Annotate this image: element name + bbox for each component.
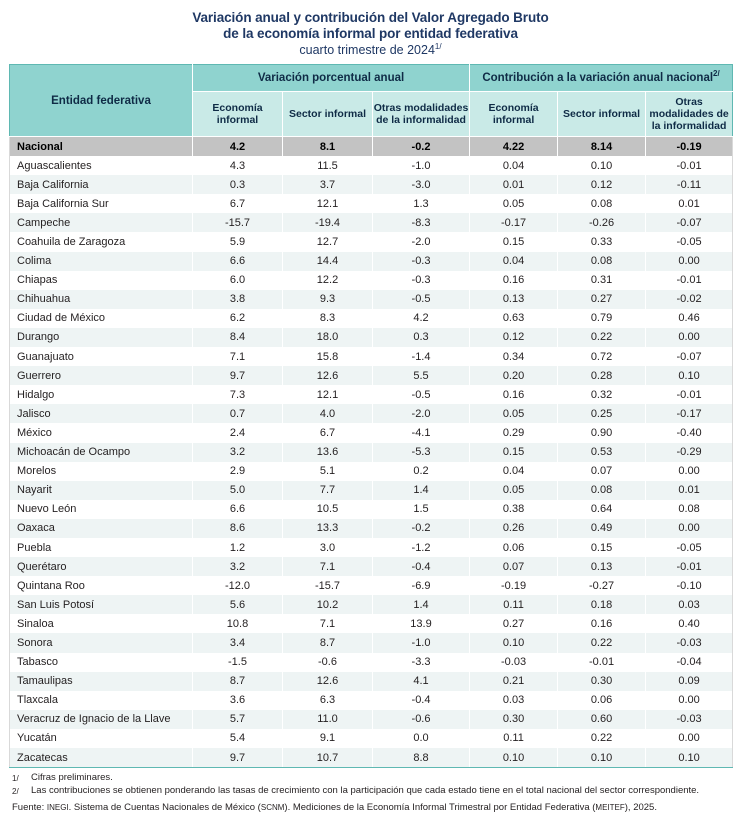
cell-var-informal-economy: 3.4	[193, 633, 283, 652]
cell-var-other-modalities: -0.3	[373, 271, 470, 290]
cell-var-other-modalities: -0.5	[373, 290, 470, 309]
cell-var-other-modalities: 8.8	[373, 748, 470, 768]
cell-var-informal-economy: 3.8	[193, 290, 283, 309]
cell-var-informal-sector: 14.4	[283, 252, 373, 271]
cell-contrib-informal-sector: 0.10	[558, 748, 646, 768]
cell-var-informal-sector: 12.1	[283, 385, 373, 404]
table-row	[10, 175, 733, 194]
table-row	[10, 232, 733, 251]
cell-var-informal-economy: 6.7	[193, 194, 283, 213]
cell-contrib-other-modalities: 0.00	[646, 462, 733, 481]
footnote-1-text: Cifras preliminares.	[31, 772, 113, 784]
cell-contrib-informal-economy: 0.04	[470, 252, 558, 271]
cell-var-informal-sector: 10.7	[283, 748, 373, 768]
cell-var-informal-economy: 1.2	[193, 538, 283, 557]
cell-contrib-informal-economy: -0.17	[470, 213, 558, 232]
cell-contrib-other-modalities: -0.01	[646, 271, 733, 290]
table-row	[10, 595, 733, 614]
cell-contrib-informal-sector: 0.13	[558, 557, 646, 576]
cell-var-informal-sector: 12.6	[283, 672, 373, 691]
table-row	[10, 404, 733, 423]
cell-var-other-modalities: 5.5	[373, 366, 470, 385]
table-row	[10, 252, 733, 271]
cell-var-informal-economy: 0.3	[193, 175, 283, 194]
cell-contrib-informal-economy: 4.22	[470, 137, 558, 157]
cell-contrib-informal-sector: 0.10	[558, 156, 646, 175]
cell-var-informal-sector: 3.7	[283, 175, 373, 194]
cell-var-informal-sector: 11.5	[283, 156, 373, 175]
page-title	[9, 10, 732, 58]
cell-entity: Chiapas	[10, 271, 193, 290]
cell-contrib-other-modalities: 0.08	[646, 500, 733, 519]
cell-var-informal-sector: 9.3	[283, 290, 373, 309]
cell-contrib-other-modalities: -0.01	[646, 557, 733, 576]
cell-entity: Baja California Sur	[10, 194, 193, 213]
cell-var-other-modalities: 1.4	[373, 595, 470, 614]
cell-var-other-modalities: -1.0	[373, 633, 470, 652]
subtitle-text: cuarto trimestre de 2024	[299, 43, 435, 57]
cell-var-other-modalities: 1.3	[373, 194, 470, 213]
cell-contrib-informal-economy: 0.05	[470, 404, 558, 423]
cell-var-informal-economy: 3.2	[193, 557, 283, 576]
table-row	[10, 653, 733, 672]
cell-var-informal-economy: 8.6	[193, 519, 283, 538]
cell-entity: Tlaxcala	[10, 691, 193, 710]
table-row	[10, 481, 733, 500]
cell-contrib-informal-sector: 0.06	[558, 691, 646, 710]
cell-contrib-informal-sector: 0.28	[558, 366, 646, 385]
cell-contrib-informal-sector: -0.26	[558, 213, 646, 232]
table-row	[10, 710, 733, 729]
cell-entity: Hidalgo	[10, 385, 193, 404]
cell-contrib-informal-economy: 0.15	[470, 443, 558, 462]
footnote-2-mark: 2/	[12, 787, 19, 797]
cell-var-informal-economy: 4.2	[193, 137, 283, 157]
cell-contrib-other-modalities: 0.10	[646, 366, 733, 385]
cell-contrib-other-modalities: 0.00	[646, 691, 733, 710]
footnotes	[9, 772, 732, 798]
table-row	[10, 633, 733, 652]
cell-contrib-informal-sector: 0.18	[558, 595, 646, 614]
cell-entity: Sonora	[10, 633, 193, 652]
cell-var-other-modalities: -3.3	[373, 653, 470, 672]
cell-var-other-modalities: -2.0	[373, 232, 470, 251]
cell-contrib-other-modalities: -0.03	[646, 710, 733, 729]
source-part2: . Sistema de Cuentas Nacionales de México (	[68, 802, 261, 814]
cell-entity: Oaxaca	[10, 519, 193, 538]
cell-contrib-informal-sector: -0.27	[558, 576, 646, 595]
cell-contrib-other-modalities: -0.10	[646, 576, 733, 595]
cell-entity: Puebla	[10, 538, 193, 557]
table-header-group-row	[10, 65, 733, 92]
cell-var-other-modalities: 13.9	[373, 614, 470, 633]
cell-var-informal-sector: -19.4	[283, 213, 373, 232]
cell-contrib-informal-sector: 0.15	[558, 538, 646, 557]
source-part4: ). Mediciones de la Economía Informal Trimestral por Entidad Federativa (	[284, 802, 596, 814]
cell-var-informal-economy: 3.2	[193, 443, 283, 462]
cell-contrib-informal-sector: 0.79	[558, 309, 646, 328]
cell-var-informal-economy: 6.0	[193, 271, 283, 290]
cell-contrib-informal-sector: 0.08	[558, 481, 646, 500]
table-row	[10, 194, 733, 213]
cell-var-other-modalities: 1.4	[373, 481, 470, 500]
cell-var-informal-sector: 10.2	[283, 595, 373, 614]
cell-contrib-informal-sector: -0.01	[558, 653, 646, 672]
cell-entity: Chihuahua	[10, 290, 193, 309]
cell-contrib-informal-sector: 0.31	[558, 271, 646, 290]
cell-contrib-other-modalities: 0.00	[646, 252, 733, 271]
cell-contrib-informal-economy: 0.01	[470, 175, 558, 194]
cell-entity: Tabasco	[10, 653, 193, 672]
cell-contrib-informal-economy: 0.21	[470, 672, 558, 691]
cell-var-informal-sector: -0.6	[283, 653, 373, 672]
table-row	[10, 328, 733, 347]
cell-contrib-informal-economy: 0.03	[470, 691, 558, 710]
cell-var-informal-sector: 9.1	[283, 729, 373, 748]
cell-var-other-modalities: -0.5	[373, 385, 470, 404]
cell-entity: Veracruz de Ignacio de la Llave	[10, 710, 193, 729]
cell-var-other-modalities: -1.2	[373, 538, 470, 557]
cell-contrib-informal-sector: 0.64	[558, 500, 646, 519]
cell-var-informal-economy: 6.2	[193, 309, 283, 328]
cell-var-informal-economy: -12.0	[193, 576, 283, 595]
cell-var-informal-economy: 6.6	[193, 252, 283, 271]
source-note	[9, 802, 732, 814]
cell-entity: Tamaulipas	[10, 672, 193, 691]
cell-var-other-modalities: 0.3	[373, 328, 470, 347]
cell-contrib-informal-economy: 0.63	[470, 309, 558, 328]
cell-contrib-informal-sector: 0.27	[558, 290, 646, 309]
cell-contrib-informal-sector: 0.32	[558, 385, 646, 404]
source-meitef: MEITEF	[595, 803, 625, 813]
table-row	[10, 519, 733, 538]
cell-entity: San Luis Potosí	[10, 595, 193, 614]
cell-var-informal-sector: 13.6	[283, 443, 373, 462]
cell-var-informal-economy: 7.3	[193, 385, 283, 404]
cell-var-other-modalities: 0.2	[373, 462, 470, 481]
cell-var-informal-sector: -15.7	[283, 576, 373, 595]
cell-var-informal-economy: 3.6	[193, 691, 283, 710]
cell-contrib-informal-economy: 0.13	[470, 290, 558, 309]
cell-contrib-informal-economy: 0.10	[470, 748, 558, 768]
table-row	[10, 309, 733, 328]
cell-var-informal-economy: 9.7	[193, 366, 283, 385]
table-row	[10, 290, 733, 309]
cell-contrib-informal-sector: 0.49	[558, 519, 646, 538]
header-contrib-informal-economy: Economía informal	[470, 92, 558, 137]
cell-var-informal-sector: 12.2	[283, 271, 373, 290]
cell-var-informal-sector: 12.7	[283, 232, 373, 251]
table-row	[10, 748, 733, 768]
cell-contrib-other-modalities: -0.02	[646, 290, 733, 309]
cell-var-informal-economy: 8.7	[193, 672, 283, 691]
cell-entity: Nuevo León	[10, 500, 193, 519]
cell-var-informal-sector: 12.1	[283, 194, 373, 213]
cell-contrib-informal-economy: 0.07	[470, 557, 558, 576]
cell-contrib-informal-sector: 0.90	[558, 423, 646, 442]
cell-var-other-modalities: -0.3	[373, 252, 470, 271]
cell-contrib-informal-economy: 0.04	[470, 156, 558, 175]
cell-contrib-informal-sector: 0.60	[558, 710, 646, 729]
cell-entity: México	[10, 423, 193, 442]
cell-contrib-informal-economy: 0.27	[470, 614, 558, 633]
cell-contrib-other-modalities: 0.00	[646, 729, 733, 748]
cell-var-informal-economy: 6.6	[193, 500, 283, 519]
table-body	[10, 137, 733, 768]
cell-var-informal-sector: 4.0	[283, 404, 373, 423]
cell-var-other-modalities: -6.9	[373, 576, 470, 595]
title-line-2: de la economía informal por entidad federativa	[223, 26, 518, 41]
table-row	[10, 729, 733, 748]
cell-var-informal-sector: 8.1	[283, 137, 373, 157]
cell-var-other-modalities: 1.5	[373, 500, 470, 519]
cell-contrib-informal-sector: 8.14	[558, 137, 646, 157]
cell-var-informal-sector: 12.6	[283, 366, 373, 385]
cell-var-other-modalities: -1.0	[373, 156, 470, 175]
table-row	[10, 213, 733, 232]
cell-var-other-modalities: 4.1	[373, 672, 470, 691]
cell-var-informal-economy: 5.9	[193, 232, 283, 251]
table-row	[10, 366, 733, 385]
header-group-contribution-label: Contribución a la variación anual nacional	[482, 72, 714, 84]
cell-contrib-other-modalities: 0.46	[646, 309, 733, 328]
header-entity: Entidad federativa	[10, 65, 193, 137]
footnote-2-text: Las contribuciones se obtienen ponderando las tasas de crecimiento con la participación que cada estado tiene en el total nacional del sector correspondiente.	[31, 785, 700, 797]
cell-var-other-modalities: -8.3	[373, 213, 470, 232]
cell-contrib-informal-economy: 0.16	[470, 271, 558, 290]
cell-contrib-informal-sector: 0.33	[558, 232, 646, 251]
cell-var-informal-economy: 5.6	[193, 595, 283, 614]
cell-var-informal-economy: 8.4	[193, 328, 283, 347]
table-row-national	[10, 137, 733, 157]
cell-contrib-informal-economy: -0.03	[470, 653, 558, 672]
cell-contrib-informal-sector: 0.53	[558, 443, 646, 462]
table-row	[10, 462, 733, 481]
cell-var-informal-economy: 5.0	[193, 481, 283, 500]
cell-contrib-informal-economy: 0.15	[470, 232, 558, 251]
cell-contrib-other-modalities: -0.01	[646, 156, 733, 175]
cell-contrib-other-modalities: 0.00	[646, 328, 733, 347]
cell-entity: Querétaro	[10, 557, 193, 576]
cell-contrib-informal-sector: 0.07	[558, 462, 646, 481]
cell-contrib-informal-economy: 0.16	[470, 385, 558, 404]
cell-contrib-other-modalities: -0.19	[646, 137, 733, 157]
cell-contrib-other-modalities: 0.01	[646, 481, 733, 500]
cell-contrib-informal-economy: 0.11	[470, 729, 558, 748]
cell-var-other-modalities: -2.0	[373, 404, 470, 423]
cell-var-other-modalities: -0.6	[373, 710, 470, 729]
cell-var-informal-economy: 0.7	[193, 404, 283, 423]
cell-contrib-informal-sector: 0.16	[558, 614, 646, 633]
table-row	[10, 347, 733, 366]
cell-entity: Coahuila de Zaragoza	[10, 232, 193, 251]
cell-contrib-other-modalities: -0.04	[646, 653, 733, 672]
source-label: Fuente:	[12, 802, 45, 814]
cell-var-other-modalities: -0.4	[373, 691, 470, 710]
header-group-variation: Variación porcentual anual	[193, 65, 470, 92]
cell-var-other-modalities: -5.3	[373, 443, 470, 462]
table-row	[10, 271, 733, 290]
cell-contrib-informal-sector: 0.25	[558, 404, 646, 423]
cell-var-informal-economy: 10.8	[193, 614, 283, 633]
cell-contrib-other-modalities: -0.01	[646, 385, 733, 404]
cell-contrib-informal-sector: 0.12	[558, 175, 646, 194]
cell-entity: Baja California	[10, 175, 193, 194]
cell-contrib-other-modalities: -0.11	[646, 175, 733, 194]
cell-contrib-informal-sector: 0.72	[558, 347, 646, 366]
source-scnm: SCNM	[260, 803, 285, 813]
cell-contrib-other-modalities: 0.10	[646, 748, 733, 768]
cell-entity: Jalisco	[10, 404, 193, 423]
table-row	[10, 691, 733, 710]
table-row	[10, 672, 733, 691]
cell-entity: Colima	[10, 252, 193, 271]
cell-entity: Quintana Roo	[10, 576, 193, 595]
table-row	[10, 500, 733, 519]
cell-var-informal-economy: -1.5	[193, 653, 283, 672]
cell-contrib-informal-economy: 0.11	[470, 595, 558, 614]
cell-var-other-modalities: -0.4	[373, 557, 470, 576]
cell-contrib-other-modalities: 0.09	[646, 672, 733, 691]
header-group-contribution	[470, 65, 733, 92]
title-line-1: Variación anual y contribución del Valor Agregado Bruto	[192, 10, 549, 25]
table-row	[10, 423, 733, 442]
cell-var-informal-sector: 7.1	[283, 614, 373, 633]
table-row	[10, 385, 733, 404]
cell-contrib-informal-economy: 0.12	[470, 328, 558, 347]
cell-contrib-informal-economy: 0.38	[470, 500, 558, 519]
cell-var-informal-economy: 5.4	[193, 729, 283, 748]
cell-contrib-informal-sector: 0.22	[558, 729, 646, 748]
cell-var-informal-sector: 13.3	[283, 519, 373, 538]
cell-var-informal-sector: 5.1	[283, 462, 373, 481]
cell-var-informal-sector: 8.7	[283, 633, 373, 652]
cell-entity: Guerrero	[10, 366, 193, 385]
cell-var-other-modalities: -3.0	[373, 175, 470, 194]
header-contrib-other-modalities: Otras modalidades de la informalidad	[646, 92, 733, 137]
cell-contrib-informal-economy: 0.26	[470, 519, 558, 538]
cell-entity: Aguascalientes	[10, 156, 193, 175]
cell-contrib-other-modalities: -0.17	[646, 404, 733, 423]
cell-var-informal-sector: 7.7	[283, 481, 373, 500]
cell-entity: Ciudad de México	[10, 309, 193, 328]
cell-var-other-modalities: -0.2	[373, 519, 470, 538]
data-table	[9, 64, 733, 768]
table-row	[10, 614, 733, 633]
table-row	[10, 538, 733, 557]
table-row	[10, 576, 733, 595]
cell-var-informal-sector: 11.0	[283, 710, 373, 729]
cell-contrib-other-modalities: -0.07	[646, 213, 733, 232]
cell-var-other-modalities: 0.0	[373, 729, 470, 748]
cell-contrib-informal-economy: 0.10	[470, 633, 558, 652]
cell-var-informal-sector: 7.1	[283, 557, 373, 576]
table-row	[10, 557, 733, 576]
cell-var-informal-sector: 6.3	[283, 691, 373, 710]
cell-contrib-other-modalities: -0.05	[646, 538, 733, 557]
cell-contrib-other-modalities: 0.40	[646, 614, 733, 633]
cell-contrib-informal-economy: 0.34	[470, 347, 558, 366]
footnote-2	[9, 785, 732, 798]
cell-contrib-other-modalities: 0.00	[646, 519, 733, 538]
cell-entity: Zacatecas	[10, 748, 193, 768]
cell-contrib-informal-economy: -0.19	[470, 576, 558, 595]
cell-entity: Michoacán de Ocampo	[10, 443, 193, 462]
header-var-informal-economy: Economía informal	[193, 92, 283, 137]
cell-var-informal-economy: 2.9	[193, 462, 283, 481]
cell-entity: Nacional	[10, 137, 193, 157]
header-group-contribution-footnote: 2/	[713, 69, 720, 79]
footnote-1-mark: 1/	[12, 774, 19, 784]
cell-contrib-informal-sector: 0.30	[558, 672, 646, 691]
cell-entity: Sinaloa	[10, 614, 193, 633]
cell-contrib-informal-economy: 0.05	[470, 481, 558, 500]
cell-var-other-modalities: 4.2	[373, 309, 470, 328]
header-var-informal-sector: Sector informal	[283, 92, 373, 137]
cell-entity: Durango	[10, 328, 193, 347]
cell-contrib-informal-economy: 0.05	[470, 194, 558, 213]
cell-entity: Guanajuato	[10, 347, 193, 366]
cell-var-informal-sector: 6.7	[283, 423, 373, 442]
cell-var-informal-economy: 7.1	[193, 347, 283, 366]
cell-contrib-informal-economy: 0.30	[470, 710, 558, 729]
table-row	[10, 156, 733, 175]
cell-var-informal-economy: 2.4	[193, 423, 283, 442]
title-subtitle	[9, 43, 732, 58]
cell-var-informal-economy: 4.3	[193, 156, 283, 175]
cell-contrib-informal-economy: 0.29	[470, 423, 558, 442]
cell-contrib-informal-economy: 0.04	[470, 462, 558, 481]
cell-var-informal-economy: 9.7	[193, 748, 283, 768]
cell-contrib-informal-sector: 0.22	[558, 633, 646, 652]
cell-contrib-informal-sector: 0.08	[558, 252, 646, 271]
cell-entity: Nayarit	[10, 481, 193, 500]
cell-var-informal-sector: 18.0	[283, 328, 373, 347]
cell-var-other-modalities: -0.2	[373, 137, 470, 157]
cell-var-informal-sector: 10.5	[283, 500, 373, 519]
cell-contrib-other-modalities: -0.05	[646, 232, 733, 251]
cell-contrib-other-modalities: -0.29	[646, 443, 733, 462]
cell-contrib-other-modalities: -0.03	[646, 633, 733, 652]
subtitle-footnote-mark: 1/	[434, 41, 442, 51]
source-inegi: INEGI	[46, 803, 69, 813]
cell-contrib-informal-economy: 0.20	[470, 366, 558, 385]
header-var-other-modalities: Otras modalidades de la informalidad	[373, 92, 470, 137]
cell-var-other-modalities: -1.4	[373, 347, 470, 366]
cell-entity: Campeche	[10, 213, 193, 232]
cell-var-informal-sector: 15.8	[283, 347, 373, 366]
cell-entity: Yucatán	[10, 729, 193, 748]
cell-var-informal-economy: -15.7	[193, 213, 283, 232]
cell-contrib-informal-sector: 0.08	[558, 194, 646, 213]
cell-var-informal-sector: 8.3	[283, 309, 373, 328]
table-row	[10, 443, 733, 462]
source-part6: ), 2025.	[624, 802, 657, 814]
header-contrib-informal-sector: Sector informal	[558, 92, 646, 137]
cell-contrib-informal-sector: 0.22	[558, 328, 646, 347]
cell-entity: Morelos	[10, 462, 193, 481]
cell-contrib-informal-economy: 0.06	[470, 538, 558, 557]
cell-var-other-modalities: -4.1	[373, 423, 470, 442]
footnote-1	[9, 772, 732, 785]
cell-var-informal-economy: 5.7	[193, 710, 283, 729]
cell-contrib-other-modalities: 0.01	[646, 194, 733, 213]
cell-contrib-other-modalities: 0.03	[646, 595, 733, 614]
cell-contrib-other-modalities: -0.40	[646, 423, 733, 442]
cell-var-informal-sector: 3.0	[283, 538, 373, 557]
cell-contrib-other-modalities: -0.07	[646, 347, 733, 366]
